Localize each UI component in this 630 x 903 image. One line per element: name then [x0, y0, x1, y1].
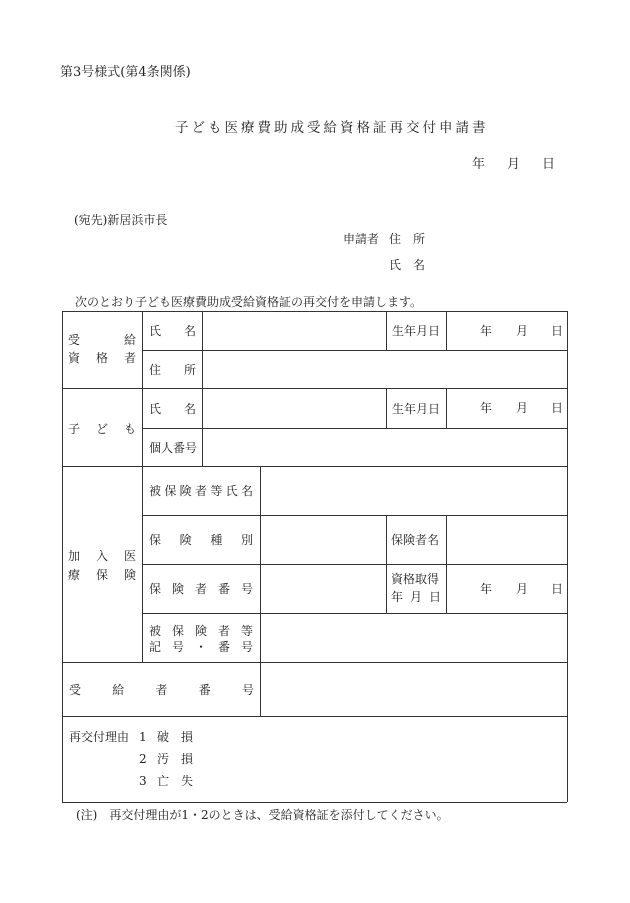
symbol-number-field[interactable] — [261, 614, 566, 661]
recipient-name-field[interactable] — [203, 312, 385, 349]
char: 番 — [198, 682, 211, 697]
char: 保 — [149, 533, 162, 547]
char: 者 — [217, 623, 230, 638]
insurer-name-field[interactable] — [447, 516, 566, 563]
footnote: (注) 再交付理由が1・2のときは、受給資格証を添付してください。 — [76, 808, 449, 822]
char: 氏 — [149, 401, 162, 416]
child-name-label — [149, 388, 196, 428]
month-label: 月 — [516, 582, 529, 596]
insurance-type-label — [149, 515, 253, 564]
char: 険 — [171, 582, 184, 596]
year-label: 年 — [480, 582, 493, 596]
char: 者 — [194, 484, 207, 498]
child-number-field[interactable] — [203, 429, 566, 465]
char: 名 — [240, 484, 253, 498]
char: 格 — [95, 350, 108, 365]
year-label: 年 — [480, 324, 493, 338]
recipient-number-field[interactable] — [261, 663, 566, 715]
char: 等 — [240, 623, 253, 638]
insurer-number-label — [149, 564, 253, 613]
char: 記 — [149, 639, 162, 654]
recipient-header-line2 — [68, 349, 136, 365]
acquired-label-line2 — [391, 589, 441, 603]
date-year-label: 年 — [472, 157, 486, 172]
reason-label: 再交付理由 — [69, 730, 130, 744]
applicant-address-label: 住 所 — [389, 232, 426, 246]
char: 号 — [241, 682, 254, 697]
char: 保 — [95, 567, 108, 582]
char: 入 — [95, 548, 108, 563]
char: も — [123, 421, 136, 436]
insurance-header-line1 — [68, 547, 136, 563]
reason-option-text: 亡 失 — [157, 774, 194, 788]
applicant-name-label: 氏 名 — [389, 258, 426, 272]
char: 年 — [391, 589, 404, 604]
char: 給 — [112, 682, 125, 697]
char: ・ — [194, 639, 207, 654]
recipient-address-field[interactable] — [203, 351, 566, 387]
recipient-number-label — [69, 662, 254, 716]
recipient-name-label — [149, 311, 196, 350]
char: 名 — [183, 324, 196, 338]
recipient-birth-field[interactable] — [447, 312, 566, 349]
char: 被 — [149, 484, 162, 498]
symbol-label-line1 — [149, 623, 253, 637]
day-label: 日 — [551, 582, 564, 596]
char: 医 — [123, 548, 136, 563]
form-number: 第3号様式(第4条関係) — [60, 65, 191, 80]
recipient-birth-label: 生年月日 — [392, 324, 441, 338]
char: 等 — [210, 484, 223, 498]
child-header — [68, 418, 136, 438]
char: 号 — [171, 639, 184, 654]
child-birth-label: 生年月日 — [392, 401, 441, 416]
char: 番 — [217, 639, 230, 654]
char: 資 — [68, 350, 81, 365]
char: 受 — [68, 332, 81, 347]
char: 別 — [240, 533, 253, 547]
applicant-label: 申請者 — [343, 232, 380, 246]
date-day-label: 日 — [542, 157, 556, 172]
char: 険 — [194, 623, 207, 638]
page-title: 子ども医療費助成受給資格証再交付申請書 — [175, 120, 489, 136]
date-month-label: 月 — [507, 157, 521, 172]
recipient-address-label — [149, 350, 196, 388]
char: 号 — [240, 582, 253, 596]
reason-option-text: 破 損 — [157, 730, 194, 744]
char: 住 — [149, 362, 162, 377]
reason-option-number: 2 — [139, 752, 147, 766]
insured-name-label — [149, 466, 253, 515]
char: 給 — [123, 332, 136, 347]
char: 者 — [155, 682, 168, 697]
insured-name-field[interactable] — [261, 467, 566, 514]
char: 険 — [123, 567, 136, 582]
symbol-label-line2 — [149, 639, 253, 653]
day-label: 日 — [551, 324, 564, 338]
child-name-field[interactable] — [203, 389, 385, 427]
char: ど — [95, 421, 108, 436]
char: 氏 — [149, 324, 162, 338]
year-label: 年 — [480, 401, 493, 415]
char: 所 — [183, 362, 196, 377]
char: 号 — [240, 639, 253, 654]
char: 者 — [194, 582, 207, 596]
char: 番 — [217, 582, 230, 596]
char: 保 — [164, 484, 177, 498]
char: 子 — [68, 421, 81, 436]
char: 険 — [179, 484, 192, 498]
acquired-date-field[interactable] — [447, 565, 566, 612]
reason-option-text: 汚 損 — [157, 752, 194, 766]
day-label: 日 — [551, 401, 564, 415]
char: 者 — [123, 350, 136, 365]
child-number-label: 個人番号 — [149, 440, 198, 455]
char: 日 — [428, 589, 441, 604]
insurance-type-field[interactable] — [261, 516, 385, 563]
insurer-number-field[interactable] — [261, 565, 385, 612]
char: 療 — [68, 567, 81, 582]
char: 加 — [68, 548, 81, 563]
month-label: 月 — [516, 401, 529, 415]
char: 受 — [69, 682, 82, 697]
insurer-name-label: 保険者名 — [391, 533, 440, 547]
reason-option-number: 1 — [139, 730, 147, 744]
reason-option-number: 3 — [139, 774, 147, 788]
acquired-label-line1: 資格取得 — [391, 572, 440, 586]
intro-text: 次のとおり子ども医療費助成受給資格証の再交付を申請します。 — [75, 295, 423, 309]
char: 名 — [183, 401, 196, 416]
char: 保 — [171, 623, 184, 638]
insurance-header-line2 — [68, 566, 136, 582]
month-label: 月 — [516, 324, 529, 338]
char: 氏 — [225, 484, 238, 498]
char: 険 — [179, 533, 192, 547]
char: 種 — [210, 533, 223, 547]
addressee: (宛先)新居浜市長 — [74, 213, 168, 227]
char: 保 — [149, 582, 162, 596]
recipient-header-line1 — [68, 331, 136, 347]
child-birth-field[interactable] — [447, 389, 566, 427]
char: 被 — [149, 623, 162, 638]
char: 月 — [409, 589, 422, 604]
